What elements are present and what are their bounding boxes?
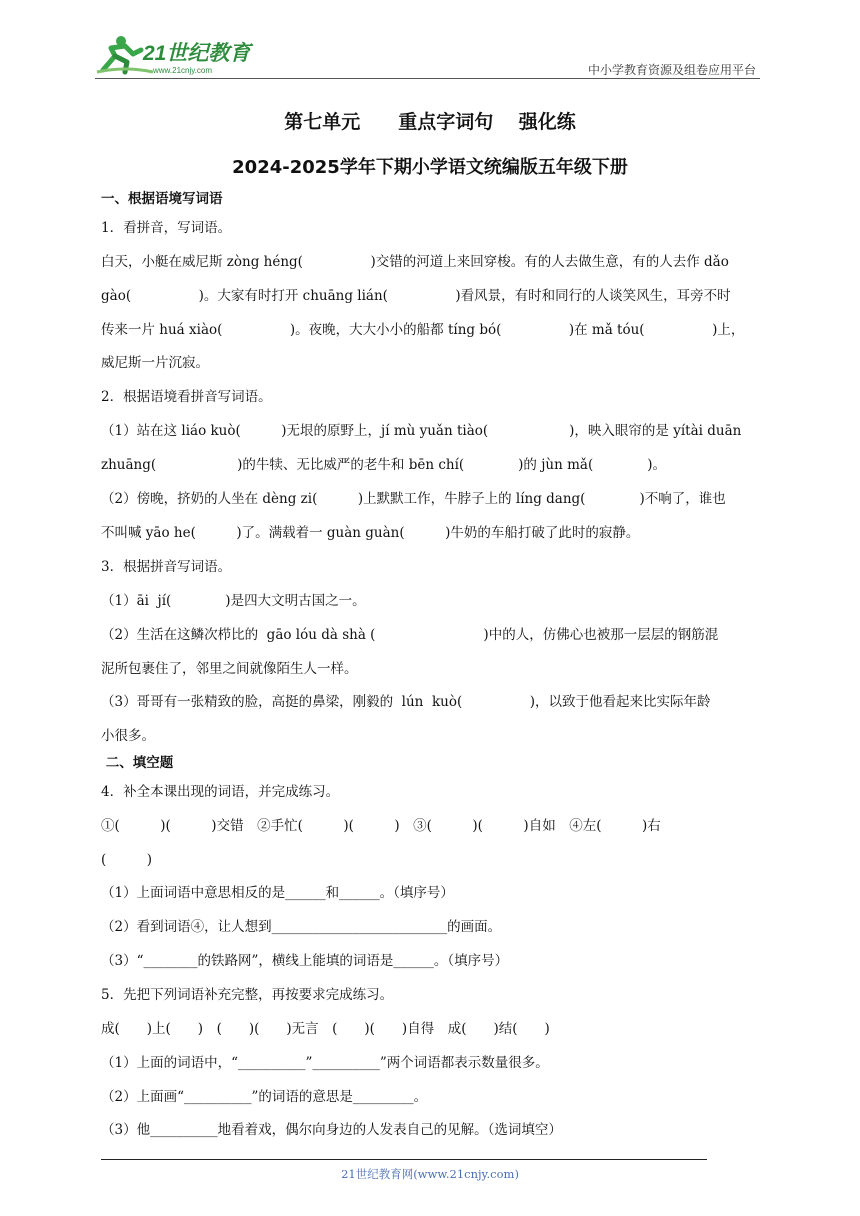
question-text: 4．补全本课出现的词语，并完成练习。 [101, 784, 340, 800]
section-heading: 一、根据语境写词语 [101, 191, 223, 207]
question-text: 白天，小艇在威尼斯 zòng héng( )交错的河道上来回穿梭。有的人去做生意，有的人去作 dǎo [101, 254, 729, 270]
question-text: （1）āi jí( )是四大文明古国之一。 [101, 593, 366, 609]
page-title: 第七单元 重点字词句 强化练 [284, 111, 576, 133]
footer-link[interactable]: 21世纪教育网(www.21cnjy.com) [341, 1167, 519, 1181]
question-text: ①( )( )交错 ②手忙( )( ) ③( )( )自如 ④左( )右 [101, 818, 661, 834]
question-text: （3）“________的铁路网”，横线上能填的词语是______。（填序号） [101, 953, 509, 969]
question-text: （2）看到词语④，让人想到__________________________的画面。 [101, 919, 502, 935]
question-text: （1）上面的词语中，“__________”__________”两个词语都表示数量很多。 [101, 1055, 549, 1071]
svg-text:21世纪教育: 21世纪教育 [143, 42, 251, 65]
question-text: （2）傍晚，挤奶的人坐在 dèng zi( )上默默工作，牛脖子上的 líng dang( )不响了，谁也 [101, 491, 726, 507]
question-text: （1）站在这 liáo kuò( )无垠的原野上，jí mù yuǎn tiào( )，映入眼帘的是 yítài duān [101, 423, 742, 439]
question-text: 威尼斯一片沉寂。 [101, 355, 209, 371]
site-logo [95, 32, 265, 78]
question-text: 2．根据语境看拼音写词语。 [101, 389, 272, 405]
question-text: 传来一片 huá xiào( )。夜晚，大大小小的船都 tíng bó( )在 mǎ tóu( )上， [101, 322, 745, 338]
question-text: 5．先把下列词语补充完整，再按要求完成练习。 [101, 987, 394, 1003]
question-text: 小很多。 [101, 728, 155, 744]
svg-text:www.21cnjy.com: www.21cnjy.com [153, 66, 212, 75]
page-header [95, 32, 760, 80]
question-text: 成( )上( ) ( )( )无言 ( )( )自得 成( )结( ) [101, 1021, 550, 1037]
question-text: （3）哥哥有一张精致的脸，高挺的鼻梁，刚毅的 lún kuò( )，以致于他看起来比实际年龄 [101, 694, 711, 710]
question-text: （3）他__________地看着戏，偶尔向身边的人发表自己的见解。（选词填空） [101, 1122, 562, 1138]
question-text: 3．根据拼音写词语。 [101, 559, 232, 575]
question-text: （1）上面词语中意思相反的是______和______。（填序号） [101, 885, 454, 901]
question-text: 不叫喊 yāo he( )了。满载着一 guàn guàn( )牛奶的车船打破了此时的寂静。 [101, 525, 640, 541]
question-text: zhuāng( )的牛犊、无比威严的老牛和 bēn chí( )的 jùn mǎ( )。 [101, 457, 666, 473]
page-subtitle: 2024-2025学年下期小学语文统编版五年级下册 [232, 157, 628, 178]
question-text: （2）生活在这鳞次栉比的 gāo lóu dà shà ( )中的人，仿佛心也被那一层层的钢筋混 [101, 627, 719, 643]
question-text: （2）上面画“__________”的词语的意思是_________。 [101, 1089, 428, 1105]
site-name: 中小学教育资源及组卷应用平台 [587, 63, 756, 77]
question-text: ( ) [101, 852, 153, 868]
footer-divider [101, 1159, 707, 1160]
section-heading: 二、填空题 [101, 755, 174, 771]
question-text: gào( )。大家有时打开 chuāng lián( )看风景，有时和同行的人谈笑风生，耳旁不时 [101, 288, 731, 304]
header-divider [95, 78, 760, 79]
question-text: 泥所包裹住了，邻里之间就像陌生人一样。 [101, 661, 358, 677]
question-text: 1．看拼音，写词语。 [101, 220, 232, 236]
